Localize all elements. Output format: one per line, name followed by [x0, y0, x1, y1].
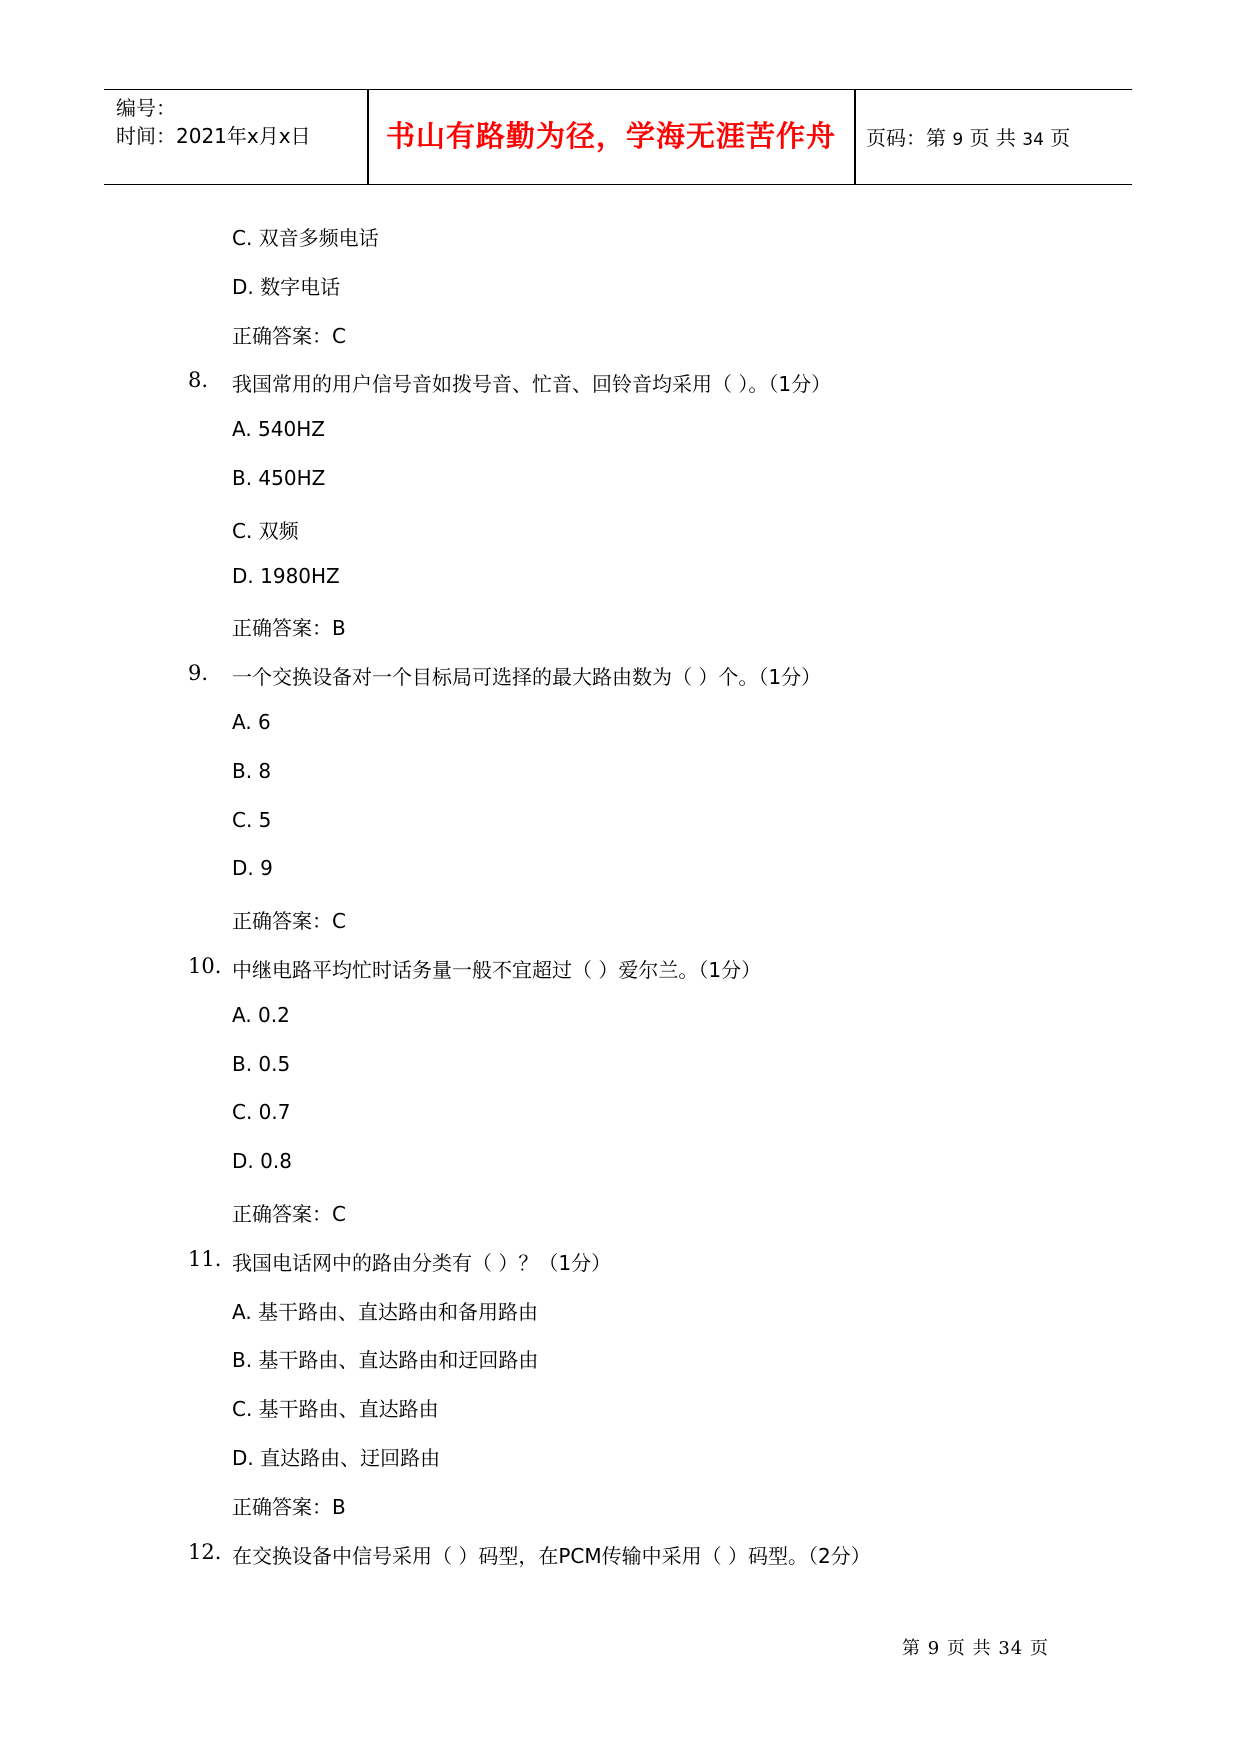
header-page-info [866, 122, 1070, 151]
question-number: 9. [188, 661, 209, 685]
page-header [104, 89, 1132, 185]
question-text: 我国电话网中的路由分类有（ ）？（1分） [232, 1251, 612, 1275]
page-total: 34 [1022, 130, 1044, 150]
header-motto: 书山有路勤为径，学海无涯苦作舟 [385, 119, 836, 153]
page-mid: 页 共 [969, 126, 1016, 150]
answer-option: C. 基干路由、直达路由 [232, 1397, 439, 1421]
question-number: 8. [188, 368, 209, 392]
answer-option: A. 540HZ [232, 417, 325, 441]
answer-option: A. 6 [232, 710, 271, 734]
correct-answer: 正确答案：B [232, 616, 346, 640]
question-number: 12. [188, 1540, 222, 1564]
answer-option: D. 0.8 [232, 1149, 292, 1173]
answer-option: C. 双音多频电话 [232, 226, 379, 250]
answer-option: D. 9 [232, 856, 273, 880]
question-text: 一个交换设备对一个目标局可选择的最大路由数为（ ）个。（1分） [232, 665, 822, 689]
answer-option: C. 双频 [232, 519, 299, 543]
answer-option: B. 0.5 [232, 1052, 291, 1076]
page-number: 9 [952, 130, 964, 150]
answer-option: B. 8 [232, 759, 272, 783]
correct-answer: 正确答案：C [232, 324, 346, 348]
answer-option: D. 数字电话 [232, 275, 341, 299]
answer-option: B. 450HZ [232, 466, 326, 490]
answer-option: B. 基干路由、直达路由和迂回路由 [232, 1348, 539, 1372]
header-info [116, 94, 311, 150]
question-text: 中继电路平均忙时话务量一般不宜超过（ ）爱尔兰。（1分） [232, 958, 762, 982]
correct-answer: 正确答案：C [232, 1202, 346, 1226]
question-number: 11. [188, 1247, 222, 1271]
question-number: 10. [188, 954, 222, 978]
answer-option: D. 1980HZ [232, 564, 340, 588]
number-label: 编号： [116, 96, 176, 120]
header-divider [854, 90, 856, 184]
page-prefix: 页码：第 [866, 126, 946, 150]
answer-option: A. 基干路由、直达路由和备用路由 [232, 1300, 539, 1324]
correct-answer: 正确答案：B [232, 1495, 346, 1519]
answer-option: C. 5 [232, 808, 272, 832]
answer-option: C. 0.7 [232, 1100, 291, 1124]
question-text: 我国常用的用户信号音如拨号音、忙音、回铃音均采用（ ）。（1分） [232, 372, 832, 396]
answer-option: A. 0.2 [232, 1003, 290, 1027]
page-footer: 第 9 页 共 34 页 [902, 1638, 1049, 1659]
header-divider [367, 90, 369, 184]
date-label: 时间：2021年x月x日 [116, 124, 311, 148]
correct-answer: 正确答案：C [232, 909, 346, 933]
question-text: 在交换设备中信号采用（ ）码型，在PCM传输中采用（ ）码型。（2分） [232, 1544, 871, 1568]
answer-option: D. 直达路由、迂回路由 [232, 1446, 441, 1470]
page-suffix: 页 [1050, 126, 1071, 150]
